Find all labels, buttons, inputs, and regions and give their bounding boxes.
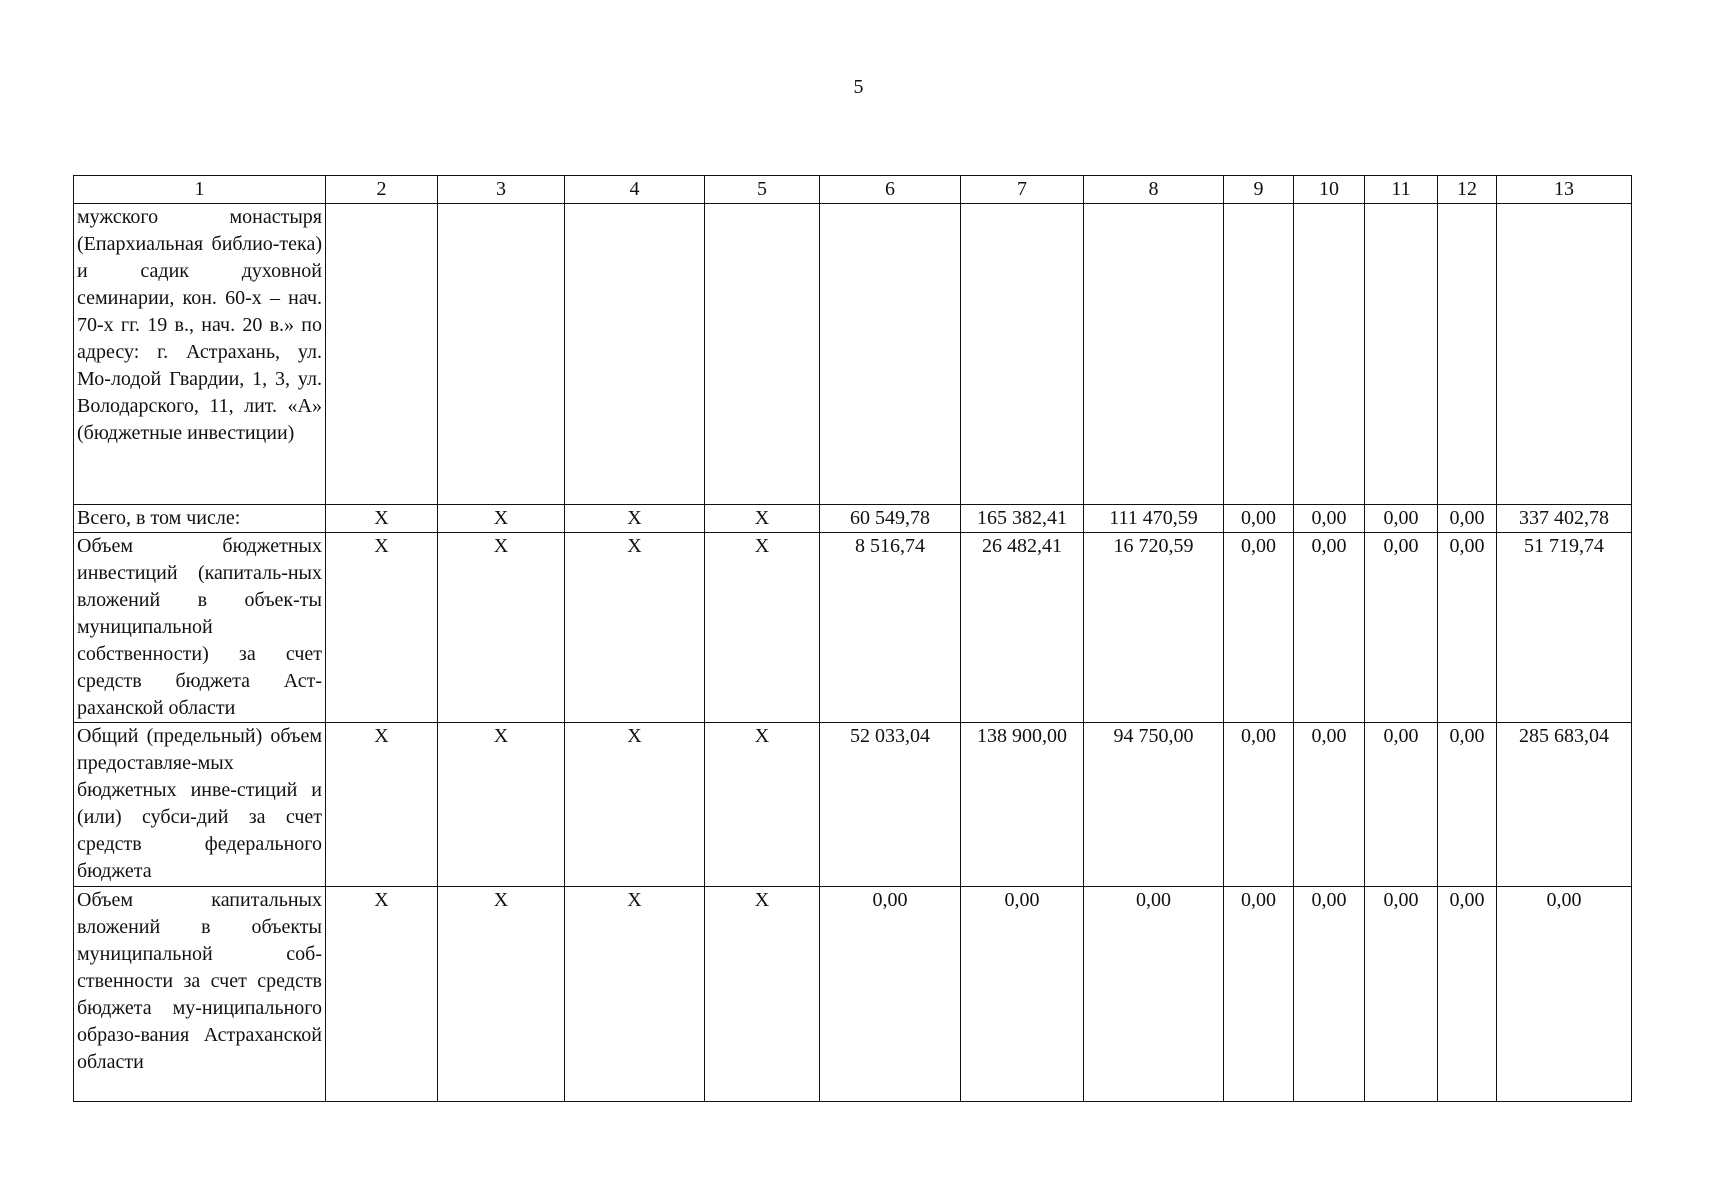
table-cell: 0,00 xyxy=(820,887,961,1102)
table-row-total xyxy=(74,505,1632,533)
table-cell: 16 720,59 xyxy=(1084,533,1224,723)
table-cell xyxy=(1084,204,1224,505)
table-cell: 0,00 xyxy=(1365,533,1438,723)
header-cell: 8 xyxy=(1084,176,1224,204)
table-cell: Х xyxy=(565,533,705,723)
table-cell: Х xyxy=(438,723,565,887)
header-cell: 3 xyxy=(438,176,565,204)
table-cell: 0,00 xyxy=(1224,533,1294,723)
table-cell: Х xyxy=(438,505,565,533)
table-cell: 52 033,04 xyxy=(820,723,961,887)
table-cell: Х xyxy=(326,505,438,533)
table-cell: 0,00 xyxy=(1365,505,1438,533)
header-cell: 10 xyxy=(1294,176,1365,204)
table-cell: 138 900,00 xyxy=(961,723,1084,887)
table-cell: Х xyxy=(565,505,705,533)
table-cell: 0,00 xyxy=(1224,723,1294,887)
table-cell xyxy=(565,204,705,505)
row-description: Объем капитальных вложений в объекты муниципальной соб-ственности за счет средств бюджета му-ниципального образо-вания Астраханской области xyxy=(74,887,326,1102)
budget-table xyxy=(73,175,1632,1102)
table-cell: 8 516,74 xyxy=(820,533,961,723)
header-cell: 7 xyxy=(961,176,1084,204)
table-cell: Х xyxy=(326,533,438,723)
table-cell xyxy=(326,204,438,505)
table-cell: 0,00 xyxy=(1497,887,1632,1102)
table-cell xyxy=(1438,204,1497,505)
header-cell: 1 xyxy=(74,176,326,204)
header-cell: 6 xyxy=(820,176,961,204)
table-cell: Х xyxy=(705,533,820,723)
table-cell: 165 382,41 xyxy=(961,505,1084,533)
table-row xyxy=(74,723,1632,887)
table-cell: 51 719,74 xyxy=(1497,533,1632,723)
row-description: Всего, в том числе: xyxy=(74,505,326,533)
header-cell: 11 xyxy=(1365,176,1438,204)
table-cell: Х xyxy=(438,533,565,723)
table-cell xyxy=(1294,204,1365,505)
table-cell xyxy=(1497,204,1632,505)
table-cell xyxy=(438,204,565,505)
table-row xyxy=(74,887,1632,1102)
table-cell: Х xyxy=(705,887,820,1102)
table-cell: 0,00 xyxy=(1438,887,1497,1102)
table-cell: 285 683,04 xyxy=(1497,723,1632,887)
table-cell: Х xyxy=(565,723,705,887)
table-cell xyxy=(705,204,820,505)
table-cell: 0,00 xyxy=(1294,533,1365,723)
table-cell: 26 482,41 xyxy=(961,533,1084,723)
table-cell: Х xyxy=(326,723,438,887)
page-number: 5 xyxy=(853,76,864,98)
table-cell xyxy=(961,204,1084,505)
header-cell: 2 xyxy=(326,176,438,204)
header-cell: 12 xyxy=(1438,176,1497,204)
table-cell: 111 470,59 xyxy=(1084,505,1224,533)
row-description: мужского монастыря (Епархиальная библио-тека) и садик духовной семинарии, кон. 60-х – нач. 70-х гг. 19 в., нач. 20 в.» по адресу: г. Астрахань, ул. Мо-лодой Гвардии, 1, 3, ул. Володарского, 11, лит. «А» (бюджетные инвестиции) xyxy=(74,204,326,505)
table-cell: 0,00 xyxy=(1438,533,1497,723)
table-cell: 0,00 xyxy=(961,887,1084,1102)
table-cell: 0,00 xyxy=(1365,887,1438,1102)
header-cell: 5 xyxy=(705,176,820,204)
table-cell: 0,00 xyxy=(1294,723,1365,887)
table-cell: 337 402,78 xyxy=(1497,505,1632,533)
table-cell: 0,00 xyxy=(1084,887,1224,1102)
table-cell: Х xyxy=(705,505,820,533)
table-cell: Х xyxy=(326,887,438,1102)
row-description: Общий (предельный) объем предоставляе-мых бюджетных инве-стиций и (или) субси-дий за счет средств федерального бюджета xyxy=(74,723,326,887)
header-cell: 9 xyxy=(1224,176,1294,204)
table-cell: Х xyxy=(565,887,705,1102)
table-cell: 0,00 xyxy=(1294,887,1365,1102)
table-cell xyxy=(820,204,961,505)
table-cell: 0,00 xyxy=(1224,887,1294,1102)
table-cell: Х xyxy=(705,723,820,887)
table-cell xyxy=(1365,204,1438,505)
table-cell: Х xyxy=(438,887,565,1102)
table-header-row xyxy=(74,176,1632,204)
table-cell: 0,00 xyxy=(1294,505,1365,533)
header-cell: 4 xyxy=(565,176,705,204)
table-cell: 60 549,78 xyxy=(820,505,961,533)
header-cell: 13 xyxy=(1497,176,1632,204)
table-cell xyxy=(1224,204,1294,505)
row-description: Объем бюджетных инвестиций (капиталь-ных вложений в объек-ты муниципальной собственности) за счет средств бюджета Аст-раханской области xyxy=(74,533,326,723)
table-cell: 0,00 xyxy=(1365,723,1438,887)
table-cell: 0,00 xyxy=(1438,505,1497,533)
table-row xyxy=(74,204,1632,505)
table-row xyxy=(74,533,1632,723)
table-cell: 94 750,00 xyxy=(1084,723,1224,887)
table-cell: 0,00 xyxy=(1224,505,1294,533)
table-cell: 0,00 xyxy=(1438,723,1497,887)
